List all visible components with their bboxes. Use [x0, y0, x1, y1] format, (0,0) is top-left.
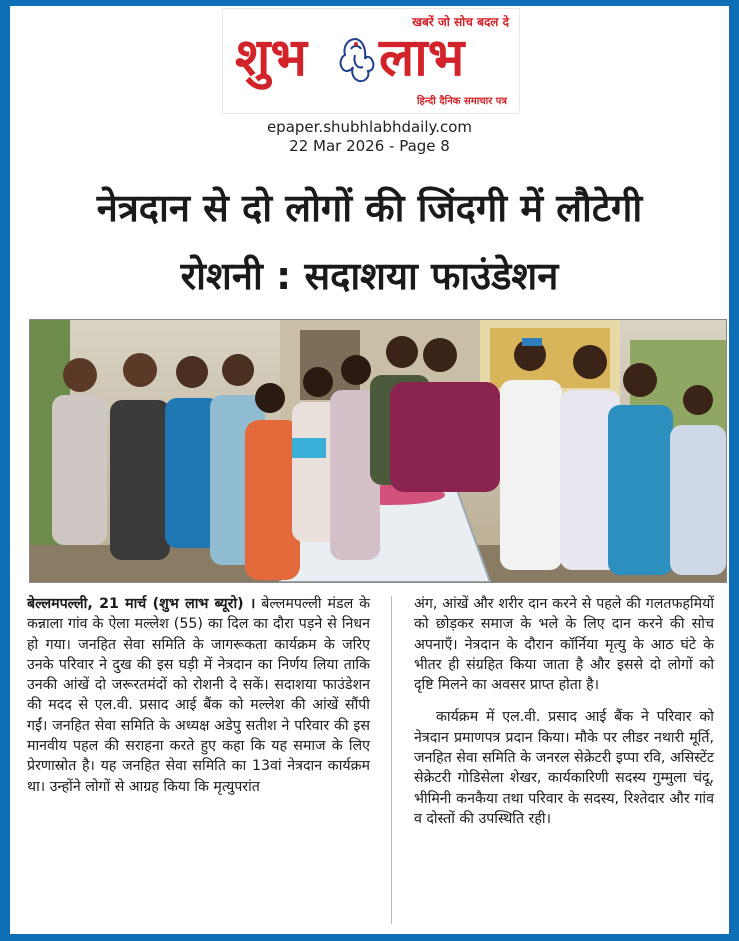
- news-photo: [29, 319, 727, 583]
- column-divider: [391, 596, 392, 924]
- article-col1-text: बेल्लमपल्ली मंडल के कन्नाला गांव के ऐला मल्लेश (55) का दिल का दौरा पड़ने से निधन हो गया। जनहित सेवा समिति के जागरूकता कार्यक्रम के जरिए उनके परिवार ने दुख की इस घड़ी में नेत्रदान का निर्णय लिया ताकि उनकी आंखें दो जरूरतमंदों को रोशनी दे सकें। सदाशया फाउंडेशन की मदद से एल.वी. प्रसाद आई बैंक को मल्लेश की आंखें सौंपी गईं। जनहित सेवा समिति के अध्यक्ष अडेपु सतीश ने परिवार की इस मानवीय पहल की सराहना करते हुए कहा कि यह समाज के लिए प्रेरणास्रोत है। यह जनहित सेवा समिति का 13वां नेत्रदान कार्यक्रम था। उन्होंने लोगों से आग्रह किया कि मृत्युपरांत: [27, 596, 370, 795]
- masthead: [222, 8, 520, 114]
- headline-line-1: नेत्रदान से दो लोगों की जिंदगी में लौटेगी: [96, 186, 643, 230]
- article-dateline: बेल्लमपल्ली, 21 मार्च (शुभ लाभ ब्यूरो) ।: [27, 596, 256, 612]
- ganesha-icon: [333, 35, 379, 85]
- article-col2-paragraph-2: कार्यक्रम में एल.वी. प्रसाद आई बैंक ने परिवार को नेत्रदान प्रमाणपत्र प्रदान किया। मौके पर लीडर नथारी मूर्ति, जनहित सेवा समिति के जनरल सेक्रेटरी इप्पा रवि, असिस्टेंट सेक्रेटरी गोडिसेला शेखर, कार्यकारिणी सदस्य गुम्मुला चंदू, भीमिनी कनकैया तथा परिवार के सदस्य, रिश्तेदार और गांव व दोस्तों की उपस्थिति रही।: [414, 709, 714, 827]
- logo-word-left: शुभ: [235, 28, 307, 88]
- edition-site: epaper.shubhlabhdaily.com: [266, 118, 473, 136]
- photo-illustration: [30, 320, 726, 582]
- article-column-2: [414, 594, 714, 829]
- masthead-subline: हिन्दी दैनिक समाचार पत्र: [416, 96, 507, 107]
- edition-date-page: 22 Mar 2026 - Page 8: [289, 137, 450, 155]
- headline-line-2: रोशनी : सदाशया फाउंडेशन: [180, 254, 559, 298]
- article-column-1: [27, 594, 370, 797]
- masthead-tagline: खबरें जो सोच बदल दे: [412, 15, 509, 29]
- article-col2-paragraph-1: अंग, आंखें और शरीर दान करने से पहले की गलतफहमियों को छोड़कर समाज के भले के लिए दान करने की सोच अपनाएँ। नेत्रदान के दौरान कॉर्निया मृत्यु के आठ घंटे के भीतर ही संग्रहित किया जाता है और इससे दो लोगों को दृष्टि मिलने का अवसर प्राप्त होता है।: [414, 596, 714, 694]
- logo-word-right: लाभ: [379, 28, 465, 88]
- newspaper-page: [10, 6, 729, 934]
